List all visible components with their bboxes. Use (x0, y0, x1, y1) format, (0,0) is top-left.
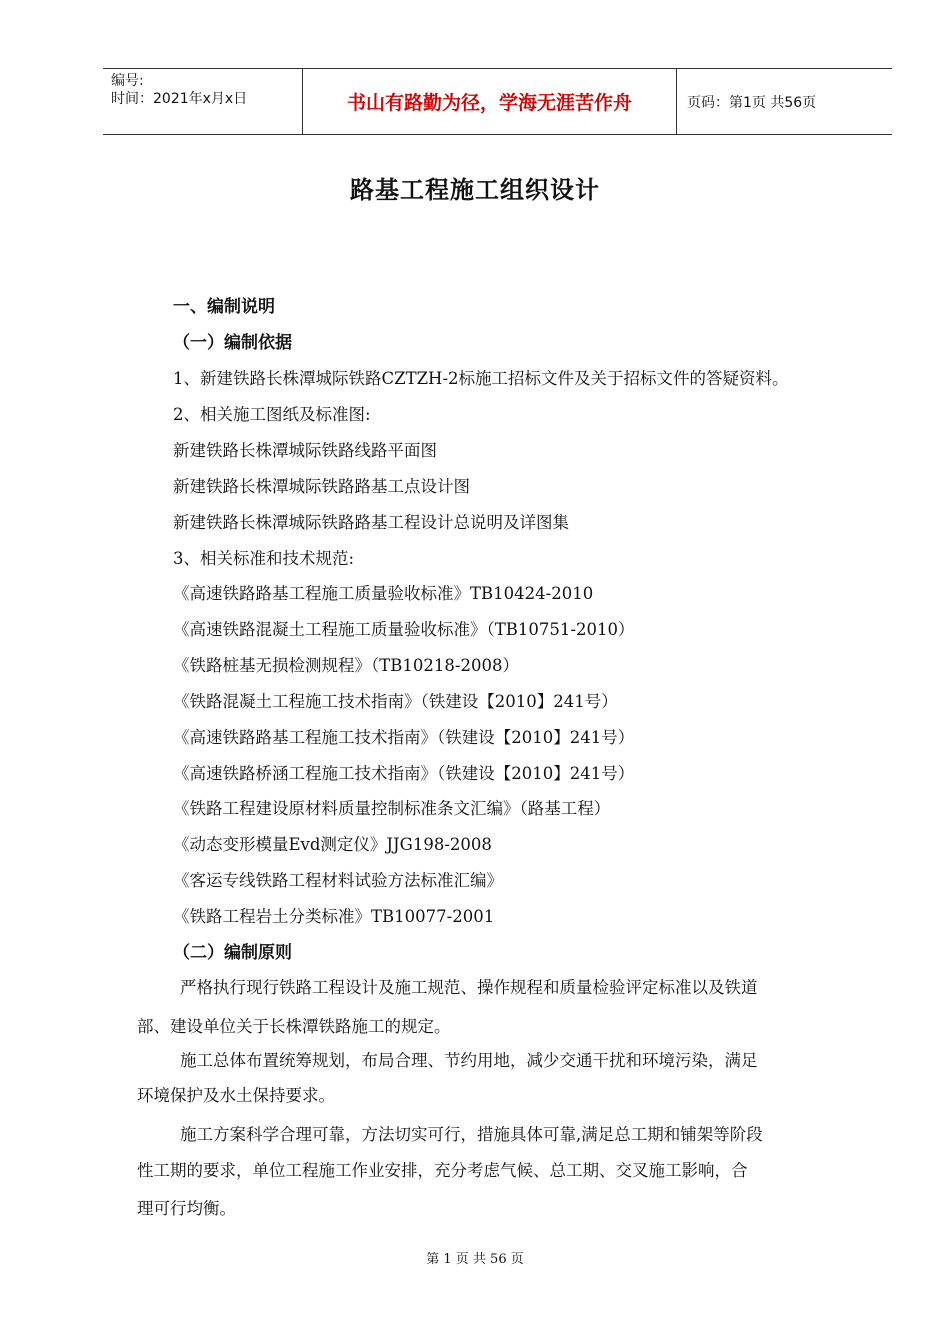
basis-item: 新建铁路长株潭城际铁路路基工点设计图 (173, 477, 470, 496)
principle-line: 施工方案科学合理可靠，方法切实可行，措施具体可靠,满足总工期和铺架等阶段 (180, 1125, 763, 1144)
basis-item: 新建铁路长株潭城际铁路路基工程设计总说明及详图集 (173, 513, 569, 532)
basis-item: 新建铁路长株潭城际铁路线路平面图 (173, 441, 437, 460)
principle-line: 施工总体布置统筹规划，布局合理、节约用地，减少交通干扰和环境污染，满足 (180, 1051, 758, 1070)
section-heading: 一、编制说明 (173, 297, 275, 317)
basis-item: 1、新建铁路长株潭城际铁路CZTZH-2标施工招标文件及关于招标文件的答疑资料。 (173, 369, 789, 388)
subsection-heading-basis: （一）编制依据 (173, 333, 292, 353)
document-title: 路基工程施工组织设计 (350, 176, 600, 204)
header-meta (103, 69, 303, 134)
principle-line: 性工期的要求，单位工程施工作业安排，充分考虑气候、总工期、交叉施工影响，合 (137, 1161, 748, 1180)
doc-number-label: 编号: (111, 73, 144, 89)
page-header (103, 68, 892, 135)
standard-item: 《高速铁路桥涵工程施工技术指南》（铁建设【2010】241号） (173, 764, 635, 783)
standard-item: 《客运专线铁路工程材料试验方法标准汇编》 (173, 871, 503, 890)
principle-line: 部、建设单位关于长株潭铁路施工的规定。 (137, 1017, 451, 1036)
standard-item: 《铁路混凝土工程施工技术指南》（铁建设【2010】241号） (173, 692, 618, 711)
subsection-heading-principles: （二）编制原则 (173, 943, 292, 963)
page-footer: 第 1 页 共 56 页 (426, 1252, 524, 1267)
standard-item: 《高速铁路混凝土工程施工质量验收标准》（TB10751-2010） (173, 620, 635, 639)
header-motto: 书山有路勤为径，学海无涯苦作舟 (303, 69, 677, 134)
basis-item: 2、相关施工图纸及标准图: (173, 405, 371, 424)
doc-date-label: 时间：2021年x月x日 (111, 91, 248, 107)
basis-item: 3、相关标准和技术规范: (173, 549, 355, 568)
standard-item: 《高速铁路路基工程施工质量验收标准》TB10424-2010 (173, 584, 594, 603)
header-page-info: 页码：第1页 共56页 (687, 94, 817, 111)
standard-item: 《动态变形模量Evd测定仪》JJG198-2008 (173, 835, 492, 854)
principle-line: 理可行均衡。 (137, 1199, 236, 1218)
principle-line: 环境保护及水土保持要求。 (137, 1086, 335, 1105)
standard-item: 《铁路桩基无损检测规程》（TB10218-2008） (173, 656, 519, 675)
standard-item: 《铁路工程建设原材料质量控制标准条文汇编》（路基工程） (173, 799, 611, 818)
principle-line: 严格执行现行铁路工程设计及施工规范、操作规程和质量检验评定标准以及铁道 (180, 978, 758, 997)
standard-item: 《铁路工程岩土分类标准》TB10077-2001 (173, 907, 495, 926)
standard-item: 《高速铁路路基工程施工技术指南》（铁建设【2010】241号） (173, 728, 635, 747)
